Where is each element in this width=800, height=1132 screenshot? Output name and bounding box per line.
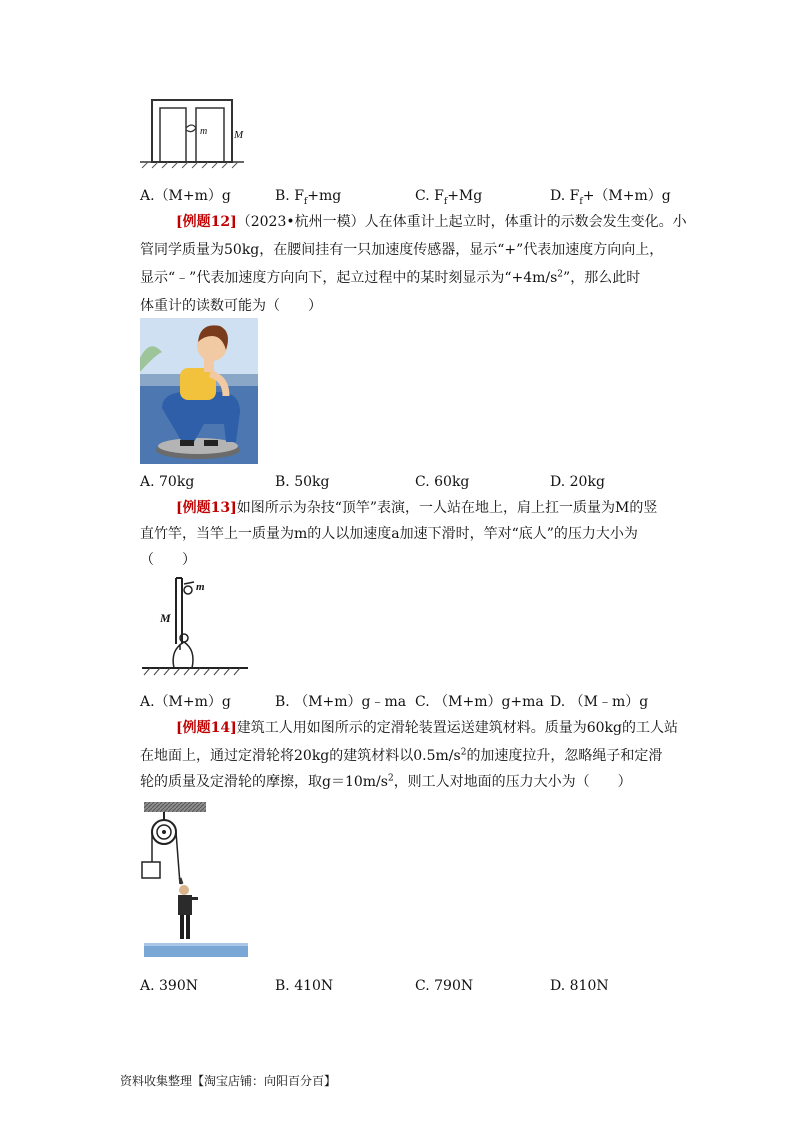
q13-tag: [例题13] (176, 500, 237, 516)
q14-tag: [例题14] (176, 720, 237, 736)
q13-option-a: A.（M+m）g (140, 694, 231, 710)
q14-option-d: D. 810N (550, 978, 609, 994)
pole-label-M: M (160, 611, 171, 625)
q12-line-2: 管同学质量为50kg，在腰间挂有一只加速度传感器，显示“+”代表加速度方向向上， (140, 242, 664, 258)
q12-option-b: B. 50kg (275, 474, 330, 490)
elevator-label-m: m (200, 126, 208, 137)
scale-girl-illustration (140, 318, 258, 464)
q14-line-3: 轮的质量及定滑轮的摩擦，取$g=10m/s^2$，则工人对地面的压力大小为（ ） (140, 773, 632, 790)
q11-option-c: C. $F_f+Mg$ (415, 188, 483, 207)
page-footer: 资料收集整理【淘宝店铺：向阳百分百】 (120, 1074, 337, 1088)
q12-option-c: C. 60kg (415, 474, 470, 490)
q11-option-a: A.（M+m）g (140, 188, 231, 204)
elevator-figure (140, 98, 250, 170)
elevator-label-M: M (234, 129, 244, 141)
q13-line-1: [例题13]如图所示为杂技“顶竿”表演，一人站在地上，肩上扛一质量为M的竖 (176, 500, 658, 516)
q12-line-3: 显示“﹣”代表加速度方向向下，起立过程中的某时刻显示为“$+4m/s^2$”，那么此时 (140, 269, 641, 286)
q13-line-3: （ ） (140, 552, 196, 568)
q11-option-b: B. $F_f+mg$ (275, 188, 342, 207)
q12-tag: [例题12] (176, 214, 237, 230)
q13-option-d: D. （M﹣m）g (550, 694, 649, 710)
q12-line-4: 体重计的读数可能为（ ） (140, 298, 322, 314)
q14-line-1: [例题14]建筑工人用如图所示的定滑轮装置运送建筑材料。质量为60kg的工人站 (176, 720, 678, 736)
q13-line-2: 直竹竿，当竿上一质量为m的人以加速度a加速下滑时，竿对“底人”的压力大小为 (140, 526, 638, 542)
q13-option-c: C. （M+m）g+ma (415, 694, 544, 710)
q14-option-c: C. 790N (415, 978, 474, 994)
q12-line-1: [例题12]（2023•杭州一模）人在体重计上起立时，体重计的示数会发生变化。小 (176, 214, 687, 230)
q14-line-2: 在地面上，通过定滑轮将20kg的建筑材料以$0.5m/s^2$的加速度拉升，忽略绳子和定滑 (140, 747, 663, 764)
q12-option-d: D. 20kg (550, 474, 605, 490)
q13-option-b: B. （M+m）g﹣ma (275, 694, 407, 710)
pole-acrobat-figure (140, 574, 250, 678)
q14-option-a: A. 390N (140, 978, 198, 994)
q11-option-d: D. $F_f+(M+m)g$ (550, 188, 671, 207)
pulley-worker-figure (140, 800, 252, 960)
q14-option-b: B. 410N (275, 978, 334, 994)
q12-option-a: A. 70kg (140, 474, 195, 490)
pole-label-m: m (196, 581, 205, 593)
